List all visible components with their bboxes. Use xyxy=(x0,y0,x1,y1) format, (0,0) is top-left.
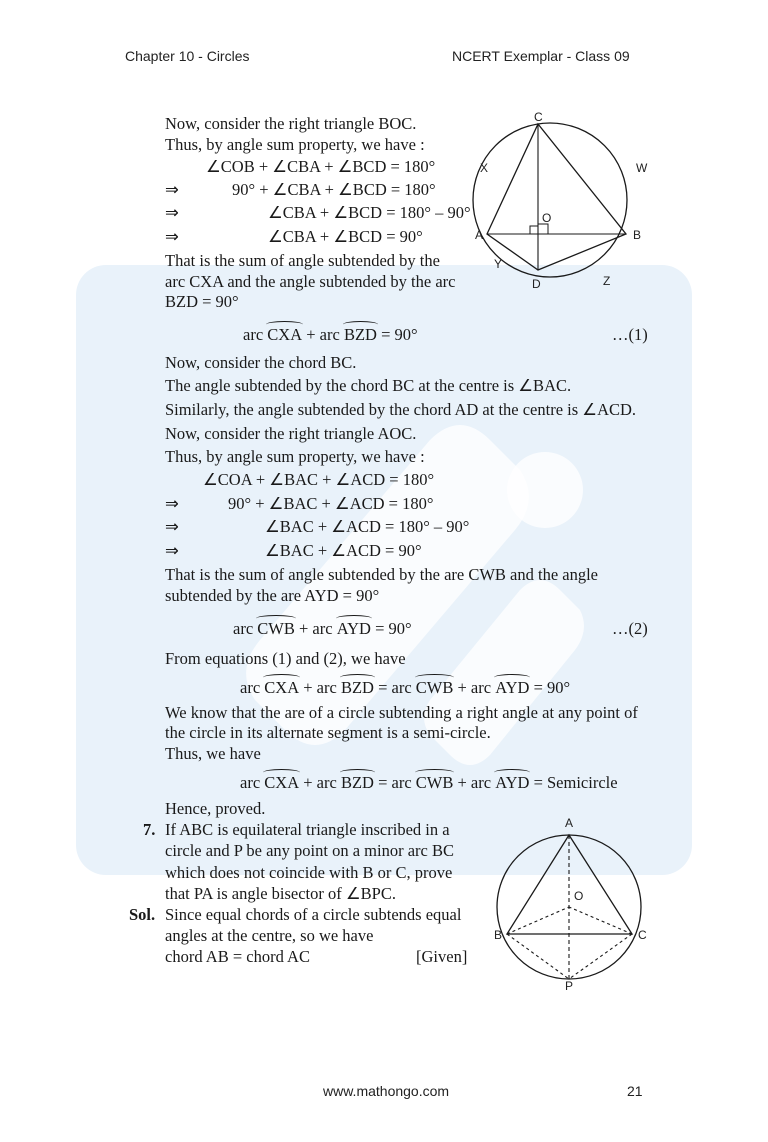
equation-1: arc CXA + arc BZD = 90° xyxy=(243,325,418,344)
right-angle-mark xyxy=(530,226,538,234)
text-line: Hence, proved. xyxy=(165,799,266,818)
equation-number: …(1) xyxy=(612,325,648,344)
arc-cwb: CWB xyxy=(415,678,454,697)
label-z: Z xyxy=(603,274,611,288)
circle xyxy=(473,123,627,277)
label-d: D xyxy=(532,277,541,291)
implies-symbol: ⇒ xyxy=(165,180,179,199)
equation-number: …(2) xyxy=(612,619,648,638)
implies-symbol: ⇒ xyxy=(165,227,179,246)
equation-line: 90° + ∠BAC + ∠ACD = 180° xyxy=(228,494,434,513)
arc-bzd: BZD xyxy=(340,773,374,792)
label-c: C xyxy=(638,928,647,942)
text-line: Now, consider the chord BC. xyxy=(165,353,357,372)
question-number: 7. xyxy=(143,820,156,839)
implies-symbol: ⇒ xyxy=(165,203,179,222)
implies-symbol: ⇒ xyxy=(165,494,179,513)
circle-diagram-2 xyxy=(488,812,653,990)
equation-line: ∠COA + ∠BAC + ∠ACD = 180° xyxy=(203,470,435,489)
arc-ayd: AYD xyxy=(336,619,371,638)
arc-cwb: CWB xyxy=(415,773,454,792)
solution-label: Sol. xyxy=(129,905,156,924)
implies-symbol: ⇒ xyxy=(165,541,179,560)
right-angle-mark xyxy=(538,224,548,234)
label-o: O xyxy=(574,889,584,903)
label-a: A xyxy=(475,228,484,242)
circle-diagram-1 xyxy=(470,108,660,293)
equation-line: ∠CBA + ∠BCD = 90° xyxy=(268,227,423,246)
text-line: That is the sum of angle subtended by the xyxy=(165,251,440,270)
question-text: If ABC is equilateral triangle inscribed in a xyxy=(165,820,450,839)
text-line: Thus, by angle sum property, we have : xyxy=(165,135,425,154)
question-text: circle and P be any point on a minor arc BC xyxy=(165,841,454,860)
arc-cwb: CWB xyxy=(257,619,295,638)
arc-cxa: CXA xyxy=(264,678,300,697)
solution-text: Since equal chords of a circle subtends equal xyxy=(165,905,462,924)
arc-cxa: CXA xyxy=(264,773,300,792)
label-c: C xyxy=(534,110,543,124)
question-text: that PA is angle bisector of ∠BPC. xyxy=(165,884,396,903)
text-line: From equations (1) and (2), we have xyxy=(165,649,406,668)
given-tag: [Given] xyxy=(416,947,468,966)
equation-line: ∠BAC + ∠ACD = 90° xyxy=(265,541,422,560)
text-line: We know that the are of a circle subtending a right angle at any point of xyxy=(165,703,638,722)
equation-line: ∠COB + ∠CBA + ∠BCD = 180° xyxy=(206,157,436,176)
label-b: B xyxy=(633,228,642,242)
equation-line: 90° + ∠CBA + ∠BCD = 180° xyxy=(232,180,436,199)
footer-url[interactable]: www.mathongo.com xyxy=(323,1083,450,1099)
text-line: Similarly, the angle subtended by the chord AD at the centre is ∠ACD. xyxy=(165,400,637,419)
text-line: BZD = 90° xyxy=(165,292,239,311)
text-line: The angle subtended by the chord BC at the centre is ∠BAC. xyxy=(165,376,572,395)
question-text: which does not coincide with B or C, prove xyxy=(165,863,453,882)
arc-ayd: AYD xyxy=(495,678,530,697)
label-x: X xyxy=(480,161,489,175)
label-a: A xyxy=(565,816,574,830)
label-o: O xyxy=(542,211,552,225)
text-line: Now, consider the right triangle BOC. xyxy=(165,114,417,133)
label-p: P xyxy=(565,979,574,990)
arc-ayd: AYD xyxy=(495,773,530,792)
equation-4: arc CXA + arc BZD = arc CWB + arc AYD = Semicircle xyxy=(240,773,618,792)
text-line: Now, consider the right triangle AOC. xyxy=(165,424,417,443)
implies-symbol: ⇒ xyxy=(165,517,179,536)
text-line: That is the sum of angle subtended by the are CWB and the angle xyxy=(165,565,599,584)
solution-text: chord AB = chord AC xyxy=(165,947,310,966)
equation-line: ∠CBA + ∠BCD = 180° – 90° xyxy=(268,203,471,222)
arc-cxa: CXA xyxy=(267,325,303,344)
text-line: the circle in its alternate segment is a semi-circle. xyxy=(165,723,491,742)
equation-line: ∠BAC + ∠ACD = 180° – 90° xyxy=(265,517,470,536)
page-number: 21 xyxy=(627,1083,643,1099)
label-b: B xyxy=(494,928,503,942)
text-line: subtended by the are AYD = 90° xyxy=(165,586,380,605)
segment-bo xyxy=(507,907,569,934)
segment-co xyxy=(569,907,632,934)
chapter-title: Chapter 10 - Circles xyxy=(125,48,250,64)
text-line: Thus, by angle sum property, we have : xyxy=(165,447,425,466)
text-line: Thus, we have xyxy=(165,744,261,763)
label-w: W xyxy=(636,161,648,175)
label-y: Y xyxy=(494,257,503,271)
text-line: arc CXA and the angle subtended by the arc xyxy=(165,272,456,291)
arc-bzd: BZD xyxy=(343,325,377,344)
solution-text: angles at the centre, so we have xyxy=(165,926,374,945)
book-title: NCERT Exemplar - Class 09 xyxy=(452,48,630,64)
equation-2: arc CWB + arc AYD = 90° xyxy=(233,619,412,638)
equation-3: arc CXA + arc BZD = arc CWB + arc AYD = 90° xyxy=(240,678,571,697)
arc-bzd: BZD xyxy=(340,678,374,697)
